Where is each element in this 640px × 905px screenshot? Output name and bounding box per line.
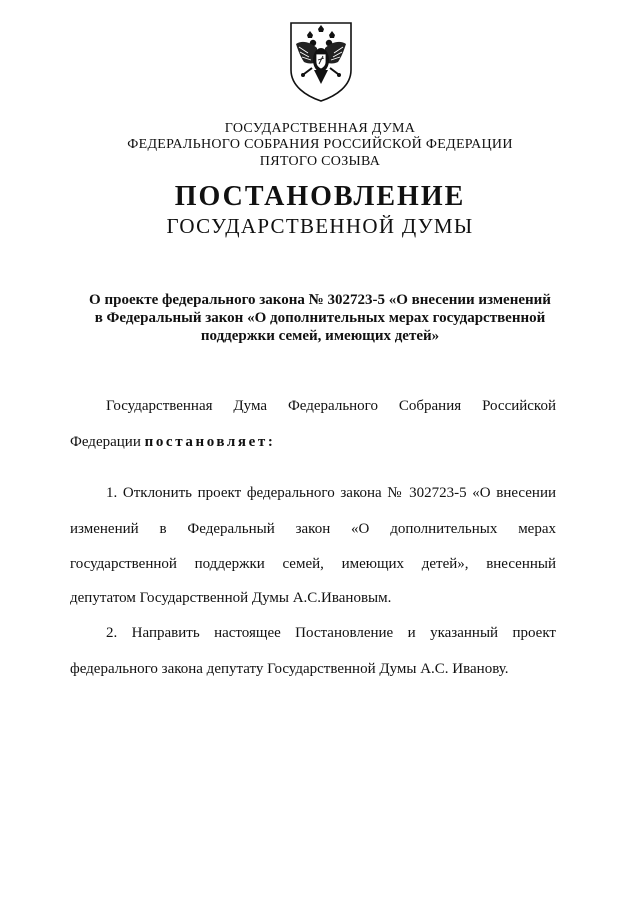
item-2-line: 2. Направить настоящее Постановление и указанный проект: [106, 625, 556, 641]
item-1-line: изменений в Федеральный закон «О дополнительных мерах: [70, 521, 556, 537]
subject-line: поддержки семей, имеющих детей»: [200, 328, 440, 344]
item-1-line: депутатом Государственной Думы А.С.Ивановым.: [70, 590, 392, 606]
item-2-line: федерального закона депутату Государственной Думы А.С. Иванову.: [70, 661, 509, 677]
preamble-line: Государственная Дума Федерального Собрания Российской: [106, 398, 556, 414]
org-line-convocation: ПЯТОГО СОЗЫВА: [259, 154, 381, 169]
document-title: ПОСТАНОВЛЕНИЕ: [174, 181, 466, 212]
russian-coat-of-arms-icon: [288, 20, 354, 104]
org-line-duma: ГОСУДАРСТВЕННАЯ ДУМА: [224, 121, 416, 136]
item-1-line: 1. Отклонить проект федерального закона № 302723-5 «О внесении: [106, 485, 556, 501]
subject-line: в Федеральный закон «О дополнительных мерах государственной: [94, 310, 546, 326]
document-subtitle: ГОСУДАРСТВЕННОЙ ДУМЫ: [166, 214, 474, 238]
coat-of-arms-emblem: [288, 20, 354, 104]
decree-word: постановляет:: [144, 434, 276, 450]
document-subject: [60, 291, 580, 345]
preamble-line: [70, 432, 556, 452]
org-line-federal-assembly: ФЕДЕРАЛЬНОГО СОБРАНИЯ РОССИЙСКОЙ ФЕДЕРАЦИИ: [127, 137, 513, 152]
subject-line: О проекте федерального закона № 302723-5 «О внесении изменений: [89, 292, 551, 308]
item-1-line: государственной поддержки семей, имеющих детей», внесенный: [70, 556, 556, 572]
preamble-start: Федерации: [70, 434, 141, 450]
